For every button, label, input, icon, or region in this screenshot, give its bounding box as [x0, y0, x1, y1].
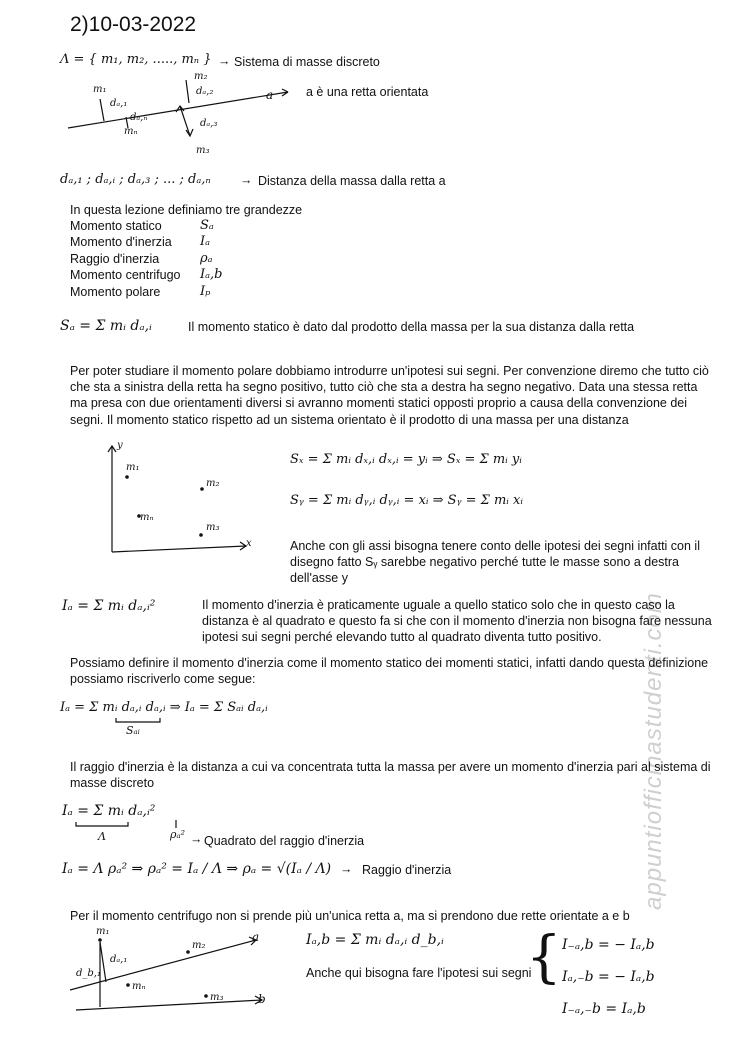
- label-m2: m₂: [206, 478, 220, 489]
- quantity-label: Raggio d'inerzia: [70, 251, 160, 266]
- label-a: a: [266, 88, 274, 102]
- set-formula: Λ = { m₁, m₂, ....., mₙ }: [60, 52, 212, 67]
- label-mn: mₙ: [124, 126, 138, 137]
- arrow-icon: →: [340, 862, 353, 876]
- radius-paragraph: Il raggio d'inerzia è la distanza a cui va concentrata tutta la massa per avere un momento d'inerzia pari al sistema di masse discreto: [70, 760, 711, 791]
- square-label: Quadrato del raggio d'inerzia: [204, 834, 365, 848]
- axes-note: Anche con gli assi bisogna tenere conto delle ipotesi dei segni infatti con il disegno fatto Sᵧ sarebbe negativo perché tutte le masse sono a destra dell'asse y: [290, 539, 700, 586]
- quantity-symbol: ρₐ: [200, 250, 213, 266]
- radius-formula: Iₐ = Σ mᵢ dₐ,ᵢ²: [62, 803, 156, 819]
- case-3: I₋ₐ,₋b = Iₐ,b: [562, 1001, 646, 1017]
- inertia-formula: Iₐ = Σ mᵢ dₐ,ᵢ²: [62, 598, 156, 614]
- inertia-paragraph: Possiamo definire il momento d'inerzia come il momento statico dei momenti statici, infatti dando questa definizione possiamo riscriverlo come segue:: [70, 656, 709, 687]
- quantity-symbol: Sₐ: [200, 218, 214, 233]
- inertia-text: Il momento d'inerzia è praticamente uguale a quello statico solo che in questo caso la distanza è al quadrato e questo fa si che con il momento d'inerzia non bisogna fare nessuna ipotesi sui segni perché elevando tutto al quadrato diventa tutto positivo.: [202, 598, 712, 645]
- quantity-symbol: Iₐ: [200, 234, 211, 250]
- quantity-label: Momento polare: [70, 284, 161, 299]
- label-m3: m₃: [196, 145, 210, 156]
- set-label: Sistema di masse discreto: [234, 55, 380, 69]
- underbrace-mass-label: Λ: [98, 830, 106, 843]
- centrifugal-paragraph: Per il momento centrifugo non si prende più un'unica retta a, ma si prendono due rette orientate a e b: [70, 909, 630, 923]
- label-m2: m₂: [192, 940, 206, 951]
- quantity-label: Momento d'inerzia: [70, 235, 172, 250]
- label-m1: m₁: [96, 926, 110, 937]
- label-da2: dₐ,₂: [196, 86, 214, 97]
- label-da1: dₐ,₁: [110, 954, 128, 965]
- centrifugal-formula: Iₐ,b = Σ mᵢ dₐ,ᵢ d_b,ᵢ: [306, 932, 444, 948]
- label-m1: m₁: [93, 84, 107, 95]
- distances-formula: dₐ,₁ ; dₐ,ᵢ ; dₐ,₃ ; ... ; dₐ,ₙ: [60, 172, 211, 187]
- case-1: I₋ₐ,b = − Iₐ,b: [562, 937, 655, 953]
- label-mn: mₙ: [132, 981, 146, 992]
- label-m3: m₃: [210, 992, 224, 1003]
- label-db1: d_b,₁: [76, 968, 101, 979]
- axis-x-label: x: [246, 538, 252, 549]
- label-dan: dₐ,ₙ: [130, 112, 148, 123]
- axis-y-label: y: [117, 440, 123, 451]
- label-m2: m₂: [194, 71, 208, 82]
- label-da3: dₐ,₃: [200, 118, 218, 129]
- quantity-label: Momento centrifugo: [70, 268, 181, 283]
- case-2: Iₐ,₋b = − Iₐ,b: [562, 969, 655, 985]
- cases-brace: {: [526, 925, 562, 990]
- arrow-icon: →: [190, 832, 203, 846]
- static-text: Il momento statico è dato dal prodotto della massa per la sua distanza dalla retta: [188, 320, 635, 334]
- arrow-icon: →: [218, 54, 231, 68]
- line-b: [76, 1000, 262, 1010]
- label-mn: mₙ: [140, 512, 154, 523]
- radius-label: Raggio d'inerzia: [362, 863, 452, 877]
- label-b: b: [258, 992, 266, 1006]
- quantity-symbol: Iₐ,b: [200, 267, 223, 283]
- centrifugal-text: Anche qui bisogna fare l'ipotesi sui segni: [306, 966, 532, 980]
- label-m3: m₃: [206, 522, 220, 533]
- radius-formula2: Iₐ = Λ ρₐ² ⇒ ρₐ² = Iₐ / Λ ⇒ ρₐ = √(Iₐ / Λ): [62, 861, 332, 877]
- polar-paragraph: Per poter studiare il momento polare dobbiamo introdurre un'ipotesi sui segni. Per convenzione diremo che tutto ciò che sta a sinistra della retta ha segno positivo, tutto ciò che sta a destra ha segno negativo. Data una stessa retta ma presa con due orientamenti diversi si avranno momenti statici opposti proprio a causa della convenzione dei segni. Il momento statico rispetto ad un sistema orientato è il prodotto di una massa per una distanza: [70, 364, 709, 427]
- label-m1: m₁: [126, 462, 140, 473]
- static-formula: Sₐ = Σ mᵢ dₐ,ᵢ: [60, 318, 152, 334]
- underbrace-rho-label: ρₐ²: [170, 828, 186, 841]
- watermark: appuntiofficinastudenti.com: [640, 592, 667, 910]
- underbrace-label: Sₐᵢ: [126, 724, 140, 737]
- distances-label: Distanza della massa dalla retta a: [258, 174, 446, 188]
- quantities-intro: In questa lezione definiamo tre grandezze: [70, 203, 303, 217]
- label-da1: dₐ,₁: [110, 98, 128, 109]
- arrow-icon: →: [240, 173, 253, 187]
- quantity-symbol: Iₚ: [200, 283, 211, 299]
- inertia-rewrite: Iₐ = Σ mᵢ dₐ,ᵢ dₐ,ᵢ ⇒ Iₐ = Σ Sₐᵢ dₐ,ᵢ: [60, 700, 268, 715]
- line-a: [70, 940, 256, 990]
- sx-formula: Sₓ = Σ mᵢ dₓ,ᵢ dₓ,ᵢ = yᵢ ⇒ Sₓ = Σ mᵢ yᵢ: [290, 452, 522, 467]
- line-label: a è una retta orientata: [306, 85, 429, 99]
- sy-formula: Sᵧ = Σ mᵢ dᵧ,ᵢ dᵧ,ᵢ = xᵢ ⇒ Sᵧ = Σ mᵢ xᵢ: [290, 493, 523, 508]
- page-title: 2)10-03-2022: [70, 13, 197, 36]
- label-a: a: [252, 930, 260, 944]
- quantity-label: Momento statico: [70, 219, 162, 233]
